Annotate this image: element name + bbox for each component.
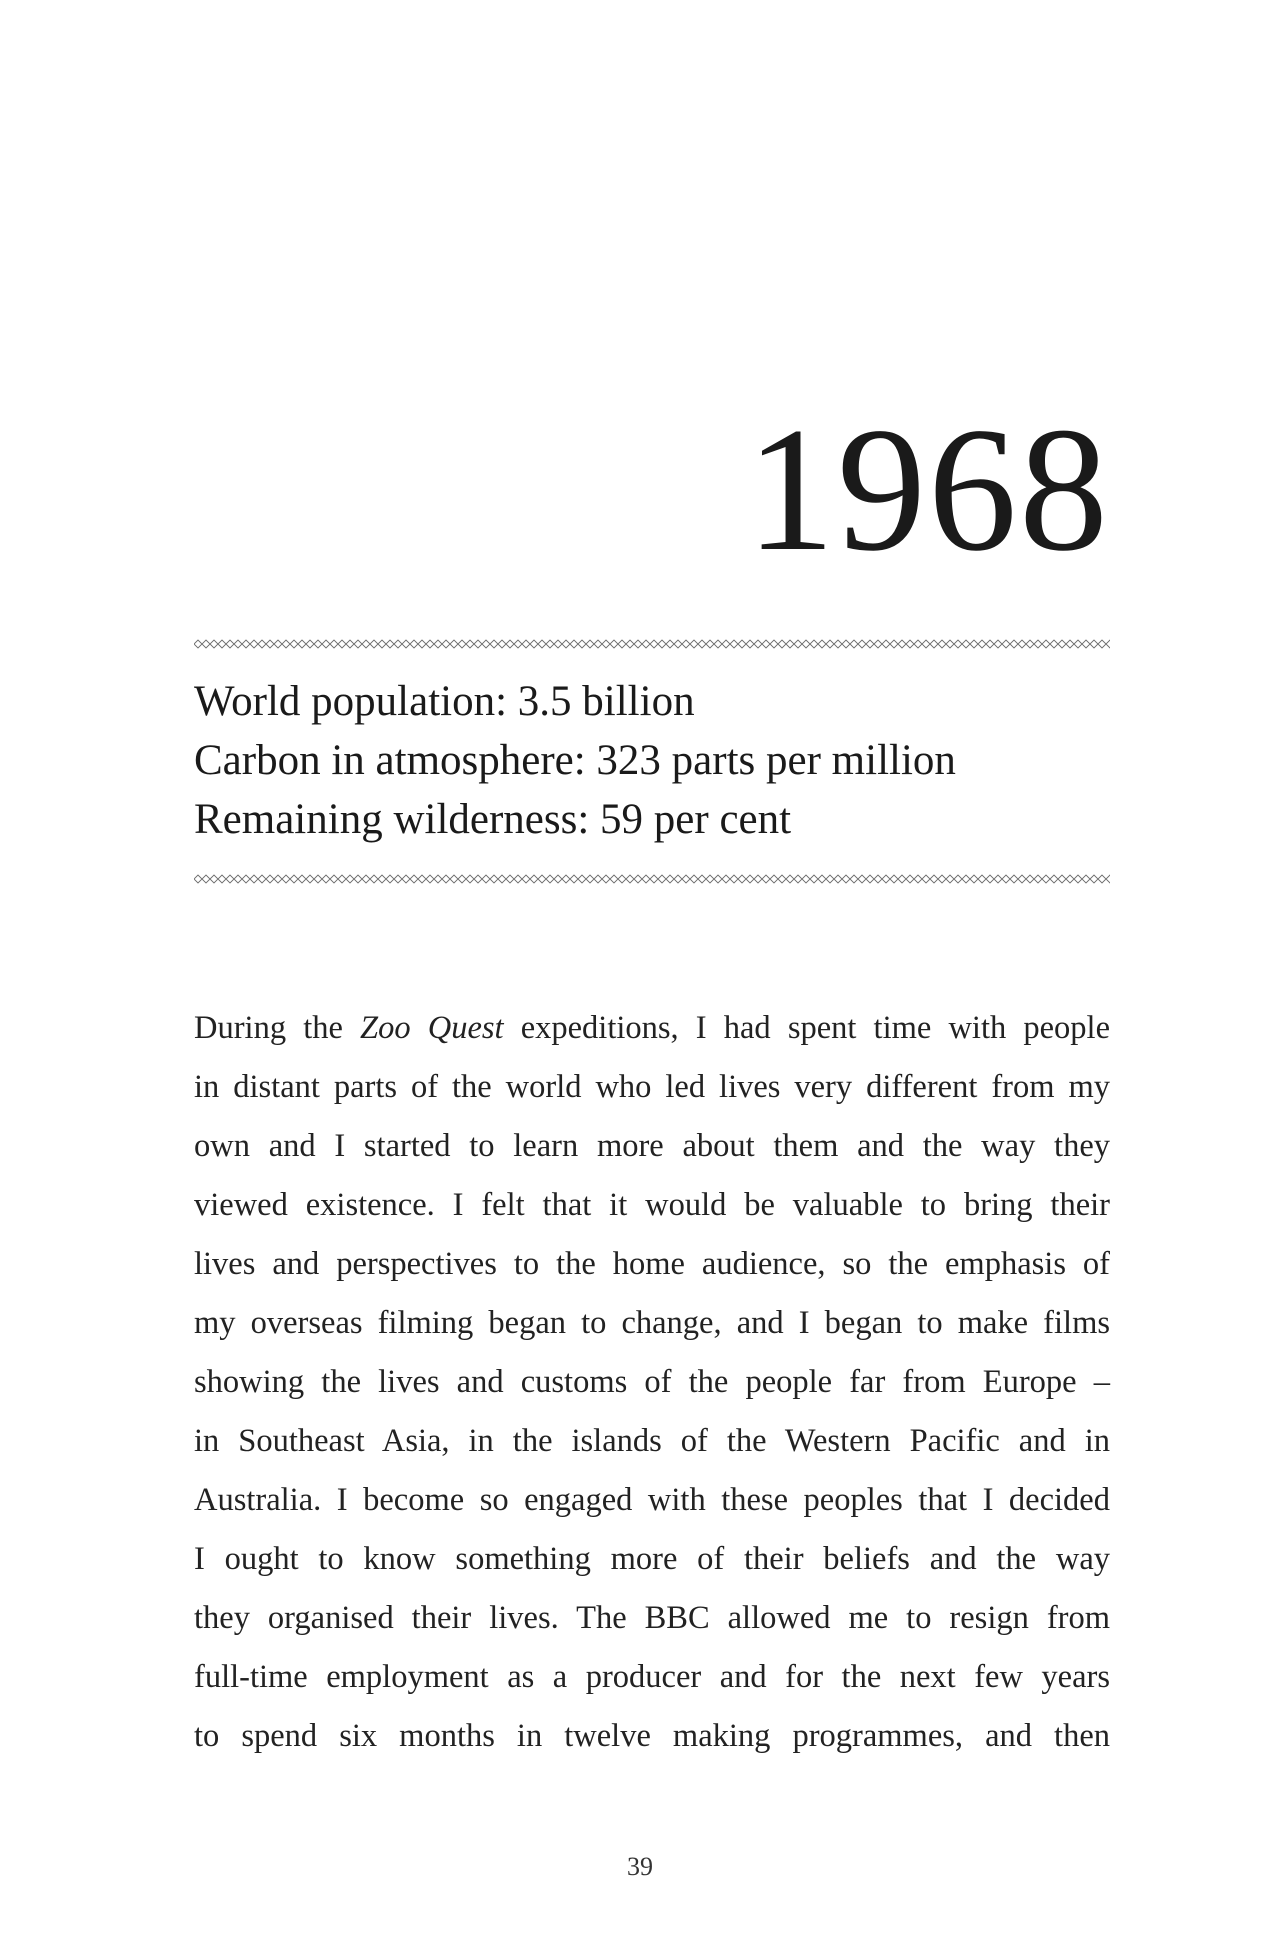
zoo-quest-title: Zoo Quest [360,1010,504,1046]
body-line-2: in distant parts of the world who led lives very different from my [194,1069,1110,1105]
body-line-1 [194,999,1110,1058]
body-line-7: showing the lives and customs of the people far from Europe – [194,1364,1110,1400]
body-line-3: own and I started to learn more about them and the way they [194,1128,1110,1164]
body-line-1-end: expeditions, I had spent time with people [503,1010,1110,1046]
chapter-year-heading: 1968 [746,390,1110,588]
top-ornamental-rule [194,638,1110,650]
body-line-8: in Southeast Asia, in the islands of the Western Pacific and in [194,1423,1110,1459]
stat-remaining-wilderness: Remaining wilderness: 59 per cent [194,796,792,843]
body-line-4: viewed existence. I felt that it would be valuable to bring their [194,1187,1110,1223]
stat-world-population: World population: 3.5 billion [194,678,695,725]
body-line-5: lives and perspectives to the home audience, so the emphasis of [194,1246,1110,1282]
body-line-10: I ought to know something more of their beliefs and the way [194,1541,1110,1577]
stat-carbon-in-atmosphere: Carbon in atmosphere: 323 parts per million [194,737,956,784]
body-paragraph [194,999,1110,1766]
statistics-list [194,672,1110,849]
body-line-13: to spend six months in twelve making programmes, and then [194,1718,1110,1754]
body-line-9: Australia. I become so engaged with these peoples that I decided [194,1482,1110,1518]
body-line-11: they organised their lives. The BBC allowed me to resign from [194,1600,1110,1636]
page-number: 39 [627,1852,653,1881]
body-line-12: full-time employment as a producer and for the next few years [194,1659,1110,1695]
body-line-1-start: During the [194,1010,361,1046]
body-line-6: my overseas filming began to change, and I began to make films [194,1305,1110,1341]
bottom-ornamental-rule [194,873,1110,885]
